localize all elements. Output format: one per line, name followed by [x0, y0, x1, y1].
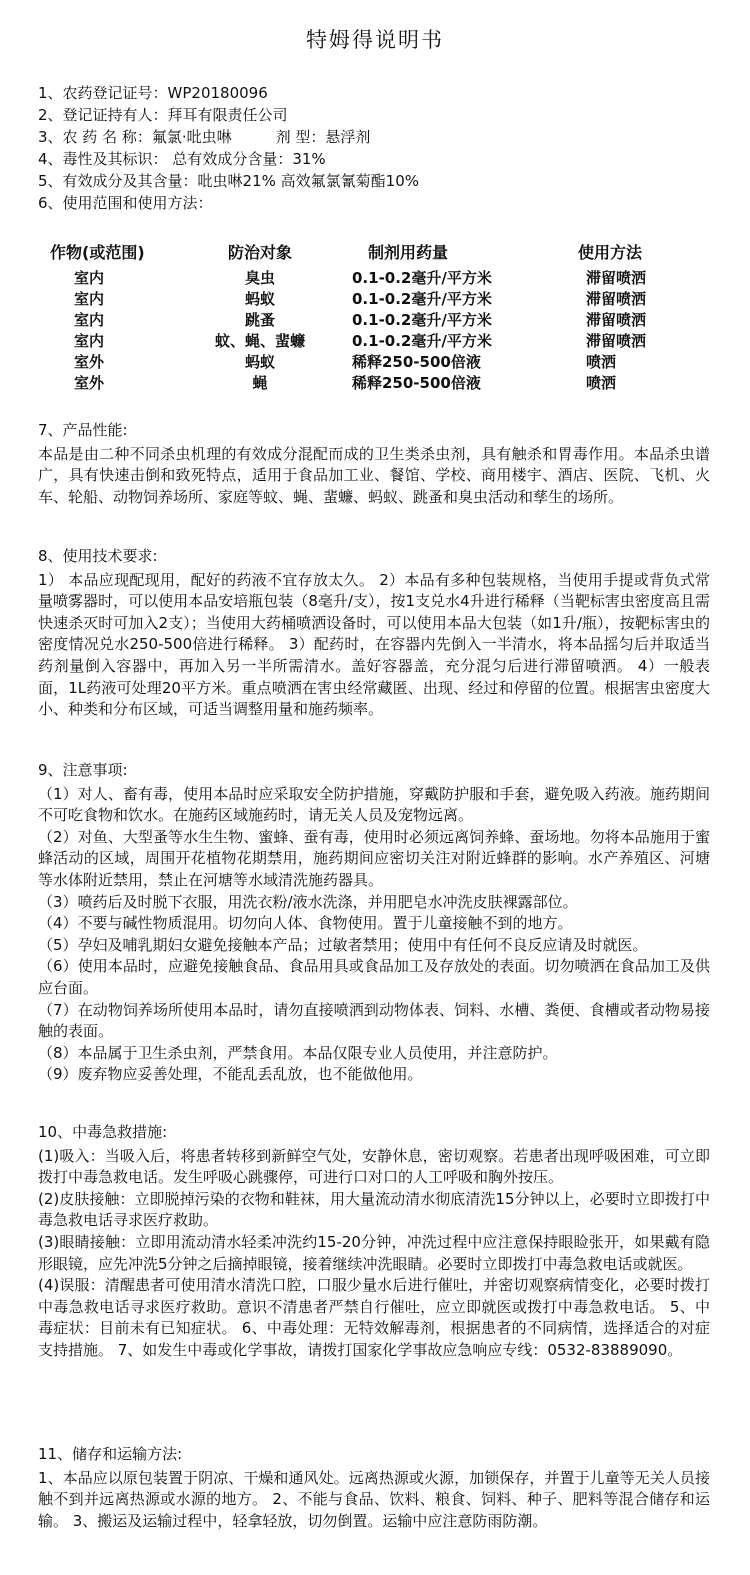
table-row [0, 267, 750, 288]
table-row [0, 288, 750, 309]
header-target: 防治对象 [227, 243, 292, 262]
list-item: （8）本品属于卫生杀虫剂，严禁食用。本品仅限专业人员使用，并注意防护。 [38, 1043, 558, 1062]
section-text: 本品是由二种不同杀虫机理的有效成分混配而成的卫生类杀虫剂，具有触杀和胃毒作用。本品杀虫谱广，具有快速击倒和致死特点，适用于食品加工业、餐馆、学校、商用楼宇、酒店、医院、飞机、火车、轮船、动物饲养场所、家庭等蚊、蝇、蜚蠊、蚂蚁、跳蚤和臭虫活动和孳生的场所。 [38, 444, 710, 506]
cell-crop: 室内 [74, 332, 105, 350]
list-item: （1）对人、畜有毒，使用本品时应采取安全防护措施，穿戴防护服和手套，避免吸入药液。施药期间不可吃食物和饮水。在施药区域施药时，请无关人员及宠物远离。 [38, 784, 710, 825]
page-title: 特姆得说明书 [306, 28, 444, 52]
section-heading: 7、产品性能: [38, 421, 128, 439]
section-heading: 9、注意事项: [38, 761, 128, 779]
cell-method: 滞留喷洒 [586, 311, 647, 329]
section-heading: 8、使用技术要求: [38, 547, 158, 565]
table-row [0, 351, 750, 372]
section-storage-transport [38, 1444, 710, 1532]
cell-target: 跳蚤 [244, 311, 275, 329]
section-text: 1、本品应以原包装置于阴凉、干燥和通风处。远离热源或火源，加锁保存，并置于儿童等无关人员接触不到并远离热源或水源的地方。 2、不能与食品、饮料、粮食、饲料、种子、肥料等混合储存和运输。 3、搬运及运输过程中，轻拿轻放，切勿倒置。运输中应注意防雨防潮。 [38, 1468, 710, 1530]
cell-target: 蚊、蝇、蜚蠊 [214, 332, 305, 350]
cell-target: 蚂蚁 [244, 353, 275, 371]
header-crop: 作物(或范围) [50, 243, 145, 262]
cell-dosage: 稀释250-500倍液 [352, 374, 481, 392]
cell-crop: 室内 [74, 311, 105, 329]
section-text: 1） 本品应现配现用，配好的药液不宜存放太久。 2）本品有多种包装规格，当使用手提或背负式常量喷雾器时，可以使用本品安培瓶包装（8毫升/支），按1支兑水4升进行稀释（当靶标害虫密度高且需快速杀灭时可加入2支）；当使用大药桶喷洒设备时，可以使用本品大包装（如1升/瓶），按靶标害虫的密度情况兑水250-500倍进行稀释。 3）配药时，在容器内先倒入一半清水，将本品摇匀后并取适当药剂量倒入容器中，再加入另一半所需清水。盖好容器盖，充分混匀后进行滞留喷洒。 4）一般表面，1L药液可处理20平方米。重点喷洒在害虫经常藏匿、出现、经过和停留的位置。根据害虫密度大小、种类和分布区域，可适当调整用量和施药频率。 [38, 570, 710, 719]
cell-method: 滞留喷洒 [586, 332, 647, 350]
registrant: 2、登记证持有人：拜耳有限责任公司 [38, 106, 288, 124]
list-item: （7）在动物饲养场所使用本品时，请勿直接喷洒到动物体表、饲料、水槽、粪便、食槽或者动物易接触的表面。 [38, 1000, 710, 1041]
list-item: （5）孕妇及哺乳期妇女避免接触本产品；过敏者禁用；使用中有任何不良反应请及时就医。 [38, 935, 648, 954]
cell-target: 臭虫 [244, 269, 275, 287]
registration-info [38, 82, 419, 214]
section-precautions [38, 760, 710, 1086]
section-usage-requirements [38, 546, 710, 721]
list-item: (4)误服：清醒患者可使用清水清洗口腔，口服少量水后进行催吐，并密切观察病情变化，必要时拨打中毒急救电话寻求医疗救助。意识不清患者严禁自行催吐，应立即就医或拨打中毒急救电话。 5、中毒症状：目前未有已知症状。 6、中毒处理：无特效解毒剂，根据患者的不同病情，选择适合的对症支持措施。 7、如发生中毒或化学事故，请拨打国家化学事故应急响应专线：0532-83889090。 [38, 1276, 710, 1359]
cell-method: 滞留喷洒 [586, 269, 647, 287]
cell-crop: 室内 [74, 290, 105, 308]
section-first-aid [38, 1122, 710, 1362]
toxicity-label: 4、毒性及其标识： 总有效成分含量：31% [38, 150, 326, 168]
cell-dosage: 稀释250-500倍液 [352, 353, 481, 371]
cell-method: 滞留喷洒 [586, 290, 647, 308]
cell-dosage: 0.1-0.2毫升/平方米 [352, 290, 492, 308]
cell-target: 蝇 [252, 374, 268, 392]
header-method: 使用方法 [578, 243, 643, 262]
pesticide-name-line [38, 126, 419, 148]
usage-scope-heading: 6、使用范围和使用方法： [38, 194, 213, 212]
cell-dosage: 0.1-0.2毫升/平方米 [352, 269, 492, 287]
cell-crop: 室内 [74, 269, 105, 287]
pesticide-name: 3、农 药 名 称：氟氯·吡虫啉 [38, 128, 232, 146]
table-row [0, 309, 750, 330]
active-ingredients: 5、有效成分及其含量：吡虫啉21% 高效氟氯氰菊酯10% [38, 172, 419, 190]
cell-method: 喷洒 [586, 374, 617, 392]
list-item: （9）废弃物应妥善处理，不能乱丢乱放，也不能做他用。 [38, 1065, 423, 1084]
list-item: （2）对鱼、大型蚤等水生生物、蜜蜂、蚕有毒，使用时必须远离饲养蜂、蚕场地。勿将本品施用于蜜蜂活动的区域，周围开花植物花期禁用，施药期间应密切关注对附近蜂群的影响。水产养殖区、河塘等水体附近禁用，禁止在河塘等水域清洗施药器具。 [38, 827, 710, 889]
cell-crop: 室外 [74, 374, 105, 392]
list-item: (2)皮肤接触：立即脱掉污染的衣物和鞋袜，用大量流动清水彻底清洗15分钟以上，必要时立即拨打中毒急救电话寻求医疗救助。 [38, 1189, 710, 1230]
registration-number: 1、农药登记证号：WP20180096 [38, 84, 268, 102]
list-item: （4）不要与碱性物质混用。切勿向人体、食物使用。置于儿童接触不到的地方。 [38, 914, 573, 933]
list-item: (3)眼睛接触：立即用流动清水轻柔冲洗约15-20分钟，冲洗过程中应注意保持眼睑张开，如果戴有隐形眼镜，应先冲洗5分钟之后摘掉眼镜，接着继续冲洗眼睛。必要时立即拨打中毒急救电话或就医。 [38, 1232, 710, 1273]
cell-crop: 室外 [74, 353, 105, 371]
cell-target: 蚂蚁 [244, 290, 275, 308]
section-product-performance [38, 420, 710, 508]
table-row [0, 330, 750, 351]
cell-dosage: 0.1-0.2毫升/平方米 [352, 311, 492, 329]
list-item: （6）使用本品时，应避免接触食品、食品用具或食品加工及存放处的表面。切勿喷洒在食品加工及供应台面。 [38, 957, 710, 997]
header-dosage: 制剂用药量 [368, 243, 449, 262]
list-item: （3）喷药后及时脱下衣服，用洗衣粉/液水洗涤，并用肥皂水冲洗皮肤裸露部位。 [38, 892, 578, 911]
cell-dosage: 0.1-0.2毫升/平方米 [352, 332, 492, 350]
table-header [0, 240, 750, 267]
usage-table [0, 240, 750, 393]
section-heading: 10、中毒急救措施: [38, 1123, 168, 1141]
list-item: (1)吸入：当吸入后，将患者转移到新鲜空气处，安静休息，密切观察。若患者出现呼吸困难，可立即拨打中毒急救电话。发生呼吸心跳骤停，可进行口对口的人工呼吸和胸外按压。 [38, 1146, 710, 1187]
formulation: 剂 型：悬浮剂 [275, 128, 371, 146]
table-row [0, 372, 750, 393]
section-heading: 11、储存和运输方法: [38, 1445, 183, 1463]
cell-method: 喷洒 [586, 353, 617, 371]
